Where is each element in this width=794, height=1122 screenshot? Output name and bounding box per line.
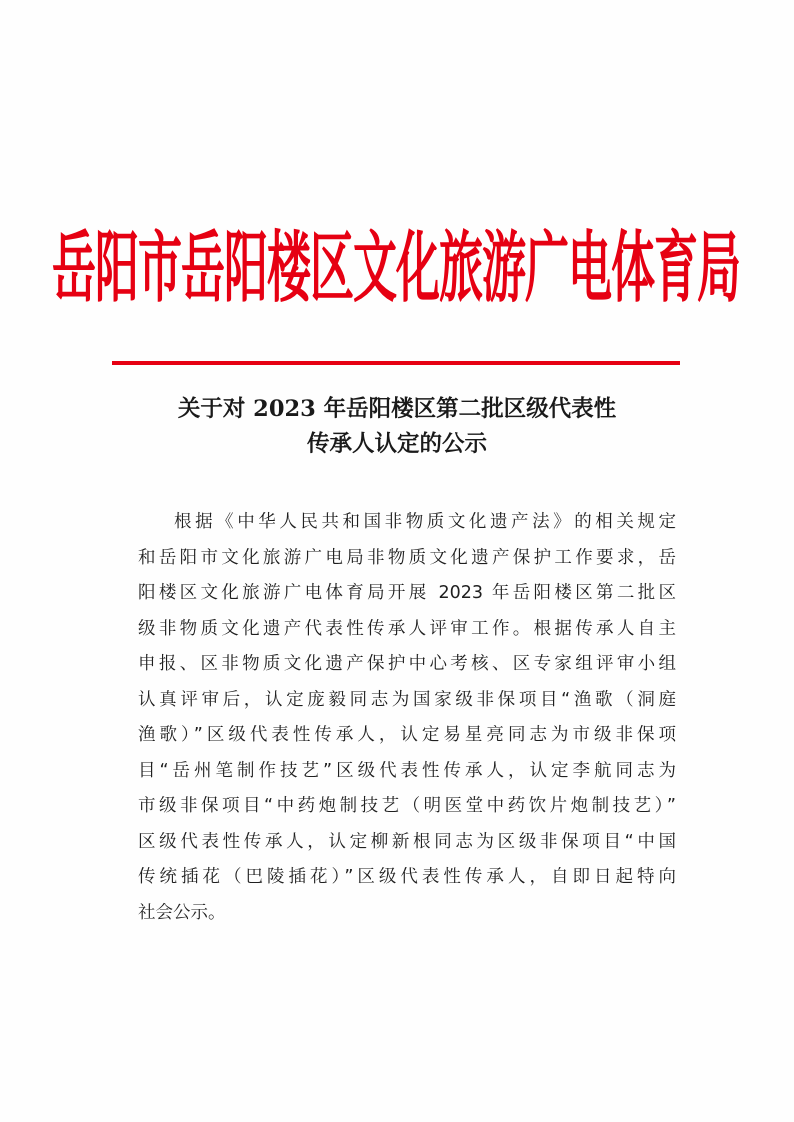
body-line: 市级非保项目“中药炮制技艺（明医堂中药饮片炮制技艺）”	[138, 796, 676, 816]
body-line: 申报、区非物质文化遗产保护中心考核、区专家组评审小组	[138, 654, 676, 674]
body-line: 根据《中华人民共和国非物质文化遗产法》的相关规定	[174, 512, 676, 532]
body-line: 渔歌）”区级代表性传承人，认定易星亮同志为市级非保项	[138, 725, 676, 745]
red-header-rule	[112, 361, 680, 365]
body-line: 阳楼区文化旅游广电体育局开展 2023 年岳阳楼区第二批区	[138, 583, 676, 603]
body-line: 级非物质文化遗产代表性传承人评审工作。根据传承人自主	[138, 618, 676, 639]
document-title-line-2: 传承人认定的公示	[306, 431, 487, 457]
notice-body	[138, 505, 676, 931]
body-line: 传统插花（巴陵插花）”区级代表性传承人，自即日起特向	[138, 867, 676, 887]
body-line: 认真评审后，认定庞毅同志为国家级非保项目“渔歌（洞庭	[138, 689, 676, 710]
body-line: 目“岳州笔制作技艺”区级代表性传承人，认定李航同志为	[138, 760, 676, 781]
document-title	[110, 392, 684, 462]
body-line: 区级代表性传承人，认定柳新根同志为区级非保项目“中国	[138, 831, 676, 852]
issuing-authority-name: 岳阳市岳阳楼区文化旅游广电体育局	[52, 224, 740, 314]
document-title-line-1: 关于对 2023 年岳阳楼区第二批区级代表性	[177, 396, 617, 422]
body-line: 社会公示。	[138, 902, 226, 923]
body-line: 和岳阳市文化旅游广电局非物质文化遗产保护工作要求，岳	[138, 547, 676, 568]
issuing-authority-header	[52, 206, 740, 316]
